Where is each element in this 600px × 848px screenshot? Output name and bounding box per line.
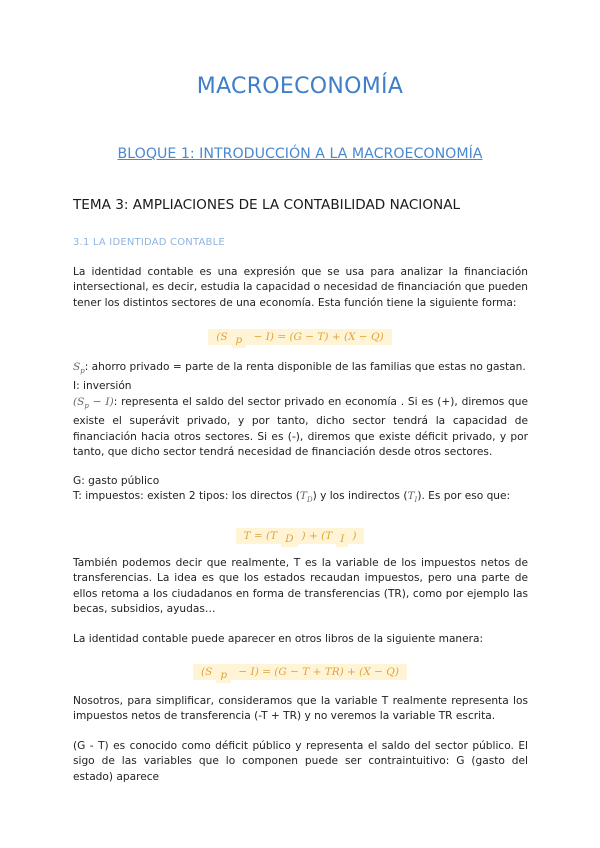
- formula-part: − I) = (G − T) + (X − Q): [246, 329, 387, 345]
- formula-part: (S: [197, 664, 216, 680]
- block-heading: BLOQUE 1: INTRODUCCIÓN A LA MACROECONOMÍA: [117, 146, 483, 162]
- formula-subscript: p: [232, 332, 247, 348]
- paragraph-simplify: Nosotros, para simplificar, consideramos que la variable T realmente representa los impuestos netos de transferencia (-T + TR) y no veremos la variable TR escrita.: [73, 695, 528, 723]
- i-definition: I: inversión: [73, 380, 132, 392]
- paragraph-deficit: (G - T) es conocido como déficit público y representa el saldo del sector público. El sigo de las variables que lo componen puede ser contraintuitivo: G (gasto del estado) aparece: [73, 740, 528, 783]
- formula-part: T = (T: [240, 528, 282, 544]
- section-heading: 3.1 LA IDENTIDAD CONTABLE: [73, 237, 225, 248]
- td-variable: T: [299, 490, 307, 502]
- paragraph-transfers: También podemos decir que realmente, T es la variable de los impuestos netos de transferencias. La idea es que los estados recaudan impuestos, pero una parte de ellos retoma a los ciudadanos en forma de transferencias (TR), como por ejemplo las becas, subsidios, ayudas…: [73, 557, 528, 616]
- g-definition: G: gasto público: [73, 475, 160, 487]
- t-text-b: ) y los indirectos (: [312, 490, 408, 502]
- formula-taxes: [0, 524, 600, 545]
- tema-heading: TEMA 3: AMPLIACIONES DE LA CONTABILIDAD NACIONAL: [73, 197, 461, 213]
- t-text-a: T: impuestos: existen 2 tipos: los directos (: [73, 490, 300, 502]
- ti-variable: T: [407, 490, 415, 502]
- spi-definition: [73, 395, 528, 461]
- sp-text: : ahorro privado = parte de la renta disponible de las familias que estas no gastan.: [84, 361, 526, 373]
- t-text-c: ). Es por eso que:: [417, 490, 511, 502]
- formula-part: (S: [212, 329, 231, 345]
- formula-part: ) + (T: [298, 528, 337, 544]
- td-subscript: D: [306, 496, 313, 504]
- formula-part: − I) = (G − T + TR) + (X − Q): [231, 664, 403, 680]
- formula-subscript: I: [336, 531, 348, 547]
- t-definition: [73, 489, 528, 508]
- formula-subscript: D: [281, 531, 297, 547]
- spi-close: − I): [88, 396, 114, 408]
- sp-variable: S: [73, 361, 81, 373]
- ti-subscript: I: [414, 496, 418, 504]
- paragraph-intro: La identidad contable es una expresión que se usa para analizar la financiación intersectional, es decir, estudia la capacidad o necesidad de financiación que pueden tener los distintos sectores de una economía. Esta función tiene la siguiente forma:: [73, 266, 528, 309]
- document-title: MACROECONOMÍA: [196, 74, 404, 99]
- spi-subscript: p: [84, 402, 89, 410]
- formula-alt-identity: [0, 660, 600, 681]
- formula-identity: [0, 325, 600, 346]
- spi-text: : representa el saldo del sector privado en economía . Si es (+), diremos que existe el superávit privado, y por tanto, dicho sector tendrá la capacidad de financiación hacia otros sectores. Si es (-), diremos que existe déficit privado, y por tanto, que dicho sector tendrá necesidad de financiación desde otros sectores.: [73, 396, 528, 459]
- formula-part: ): [348, 528, 360, 544]
- sp-definition: [73, 360, 528, 379]
- paragraph-alt-form: La identidad contable puede aparecer en otros libros de la siguiente manera:: [73, 633, 484, 645]
- sp-subscript: p: [80, 367, 85, 375]
- formula-subscript: p: [216, 667, 231, 683]
- spi-open: (S: [73, 396, 85, 408]
